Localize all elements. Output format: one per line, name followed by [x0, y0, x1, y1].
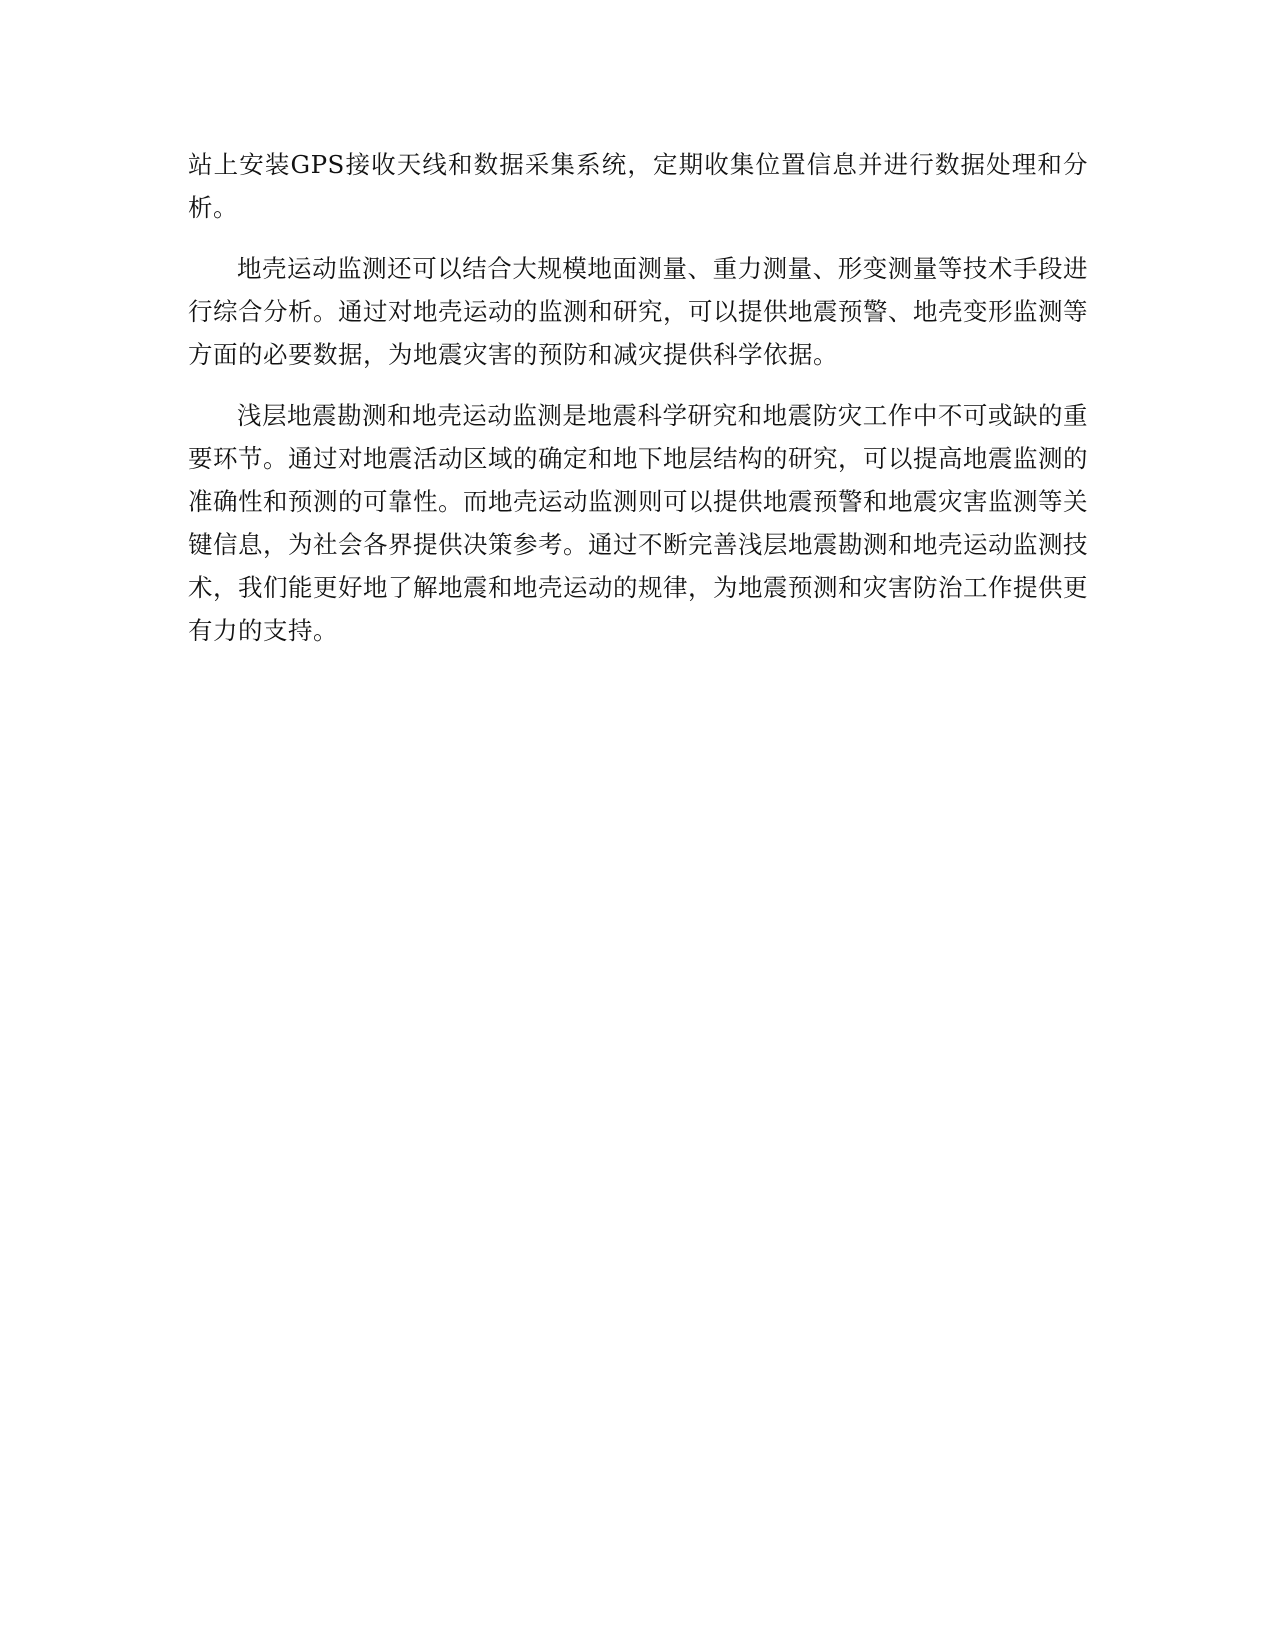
paragraph-conclusion: 浅层地震勘测和地壳运动监测是地震科学研究和地震防灾工作中不可或缺的重要环节。通过对地震活动区域的确定和地下地层结构的研究，可以提高地震监测的准确性和预测的可靠性。而地壳运动监测则可以提供地震预警和地震灾害监测等关键信息，为社会各界提供决策参考。通过不断完善浅层地震勘测和地壳运动监测技术，我们能更好地了解地震和地壳运动的规律，为地震预测和灾害防治工作提供更有力的支持。 [188, 401, 1088, 645]
paragraph-gps-station: 站上安装GPS接收天线和数据采集系统，定期收集位置信息并进行数据处理和分析。 [188, 150, 1088, 222]
paragraph-crust-monitoring: 地壳运动监测还可以结合大规模地面测量、重力测量、形变测量等技术手段进行综合分析。通过对地壳运动的监测和研究，可以提供地震预警、地壳变形监测等方面的必要数据，为地震灾害的预防和减灾提供科学依据。 [188, 254, 1088, 369]
document-body [188, 143, 1088, 670]
